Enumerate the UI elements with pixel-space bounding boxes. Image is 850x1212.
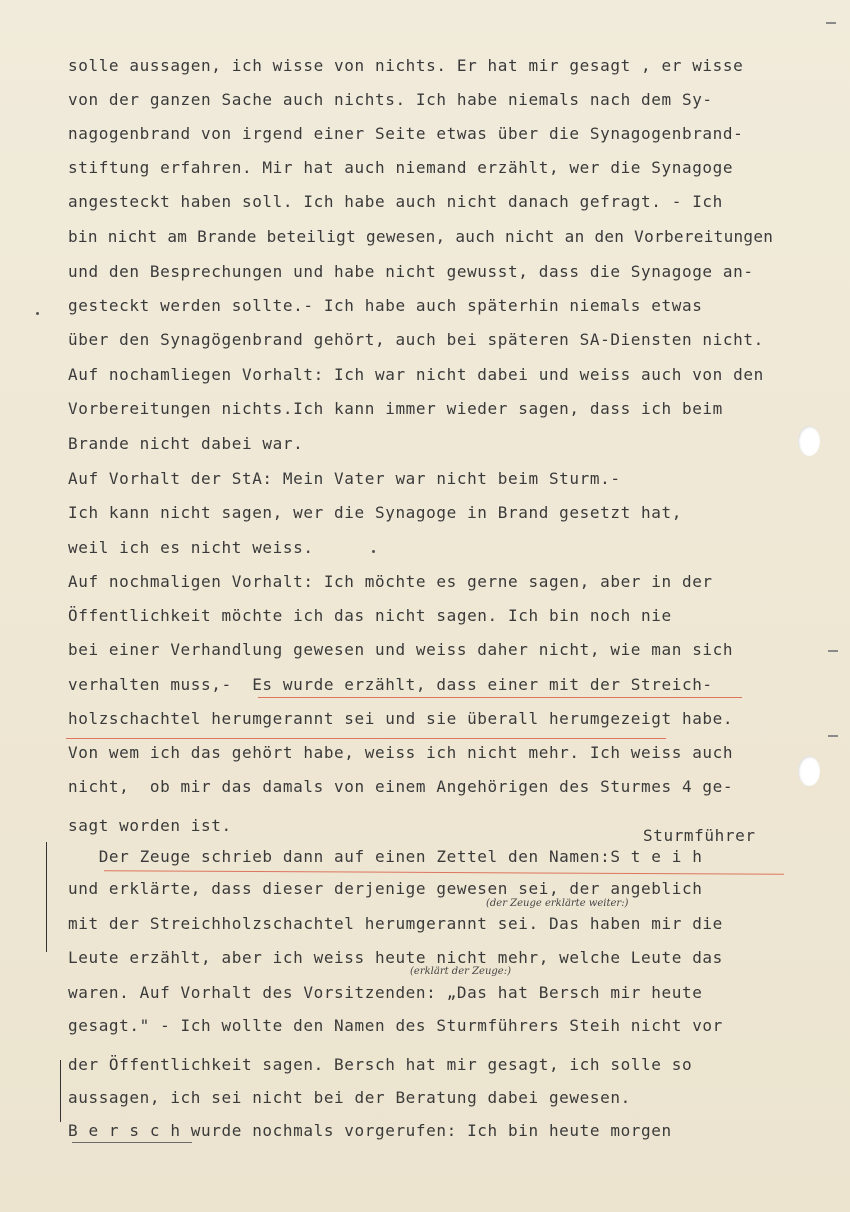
text-line: Von wem ich das gehört habe, weiss ich nicht mehr. Ich weiss auch (68, 743, 734, 762)
text-line: Auf Vorhalt der StA: Mein Vater war nicht beim Sturm.- (68, 469, 621, 488)
inserted-word: Sturmführer (643, 826, 756, 845)
text-line: Auf nochamliegen Vorhalt: Ich war nicht dabei und weiss auch von den (68, 365, 764, 384)
stray-mark (36, 312, 39, 315)
text-line: angesteckt haben soll. Ich habe auch nicht danach gefragt. - Ich (68, 192, 723, 211)
margin-bar (60, 1060, 61, 1122)
red-underline (104, 870, 784, 875)
text-line: B e r s c h wurde nochmals vorgerufen: Ich bin heute morgen (68, 1121, 672, 1140)
text-line: und erklärte, dass dieser derjenige gewesen sei, der angeblich (68, 879, 703, 898)
handwritten-note: (der Zeuge erklärte weiter:) (486, 898, 629, 909)
text-line: holzschachtel herumgerannt sei und sie überall herumgezeigt habe. (68, 709, 734, 728)
text-line: nagogenbrand von irgend einer Seite etwas über die Synagogenbrand- (68, 124, 744, 143)
text-line: von der ganzen Sache auch nichts. Ich habe niemals nach dem Sy- (68, 90, 713, 109)
punch-hole-lower (798, 756, 820, 786)
text-line: und den Besprechungen und habe nicht gewusst, dass die Synagoge an- (68, 262, 754, 281)
text-line: aussagen, ich sei nicht bei der Beratung dabei gewesen. (68, 1088, 631, 1107)
text-line: gesteckt werden sollte.- Ich habe auch späterhin niemals etwas (68, 296, 703, 315)
text-line: über den Synagögenbrand gehört, auch bei späteren SA-Diensten nicht. (68, 330, 764, 349)
text-line: Öffentlichkeit möchte ich das nicht sagen. Ich bin noch nie (68, 606, 672, 625)
text-line: der Öffentlichkeit sagen. Bersch hat mir gesagt, ich solle so (68, 1055, 693, 1074)
handwritten-note: (erklärt der Zeuge:) (410, 966, 511, 977)
margin-mark (828, 735, 838, 737)
text-line: Vorbereitungen nichts.Ich kann immer wieder sagen, dass ich beim (68, 399, 723, 418)
margin-mark (828, 650, 838, 652)
text-line: mit der Streichholzschachtel herumgerannt sei. Das haben mir die (68, 914, 723, 933)
text-line: stiftung erfahren. Mir hat auch niemand erzählt, wer die Synagoge (68, 158, 734, 177)
punch-hole-upper (798, 426, 820, 456)
margin-mark (826, 22, 836, 24)
stray-mark (372, 550, 375, 553)
text-line: Auf nochmaligen Vorhalt: Ich möchte es gerne sagen, aber in der (68, 572, 713, 591)
red-underline (72, 1142, 192, 1143)
text-line: solle aussagen, ich wisse von nichts. Er hat mir gesagt , er wisse (68, 56, 744, 75)
red-underline (258, 697, 742, 698)
text-line: gesagt." - Ich wollte den Namen des Sturmführers Steih nicht vor (68, 1016, 723, 1035)
text-line: bin nicht am Brande beteiligt gewesen, auch nicht an den Vorbereitungen (68, 227, 774, 246)
text-line: verhalten muss,- Es wurde erzählt, dass einer mit der Streich- (68, 675, 713, 694)
margin-bar (46, 842, 47, 952)
text-line: bei einer Verhandlung gewesen und weiss daher nicht, wie man sich (68, 640, 734, 659)
text-line: Ich kann nicht sagen, wer die Synagoge in Brand gesetzt hat, (68, 503, 682, 522)
red-underline (66, 738, 666, 739)
text-line: waren. Auf Vorhalt des Vorsitzenden: „Das hat Bersch mir heute (68, 983, 703, 1002)
text-line: Brande nicht dabei war. (68, 434, 304, 453)
text-line: Der Zeuge schrieb dann auf einen Zettel den Namen:S t e i h (68, 847, 703, 866)
text-line: sagt worden ist. (68, 816, 232, 835)
text-line: Leute erzählt, aber ich weiss heute nicht mehr, welche Leute das (68, 948, 723, 967)
text-line: weil ich es nicht weiss. (68, 538, 314, 557)
text-line: nicht, ob mir das damals von einem Angehörigen des Sturmes 4 ge- (68, 777, 734, 796)
